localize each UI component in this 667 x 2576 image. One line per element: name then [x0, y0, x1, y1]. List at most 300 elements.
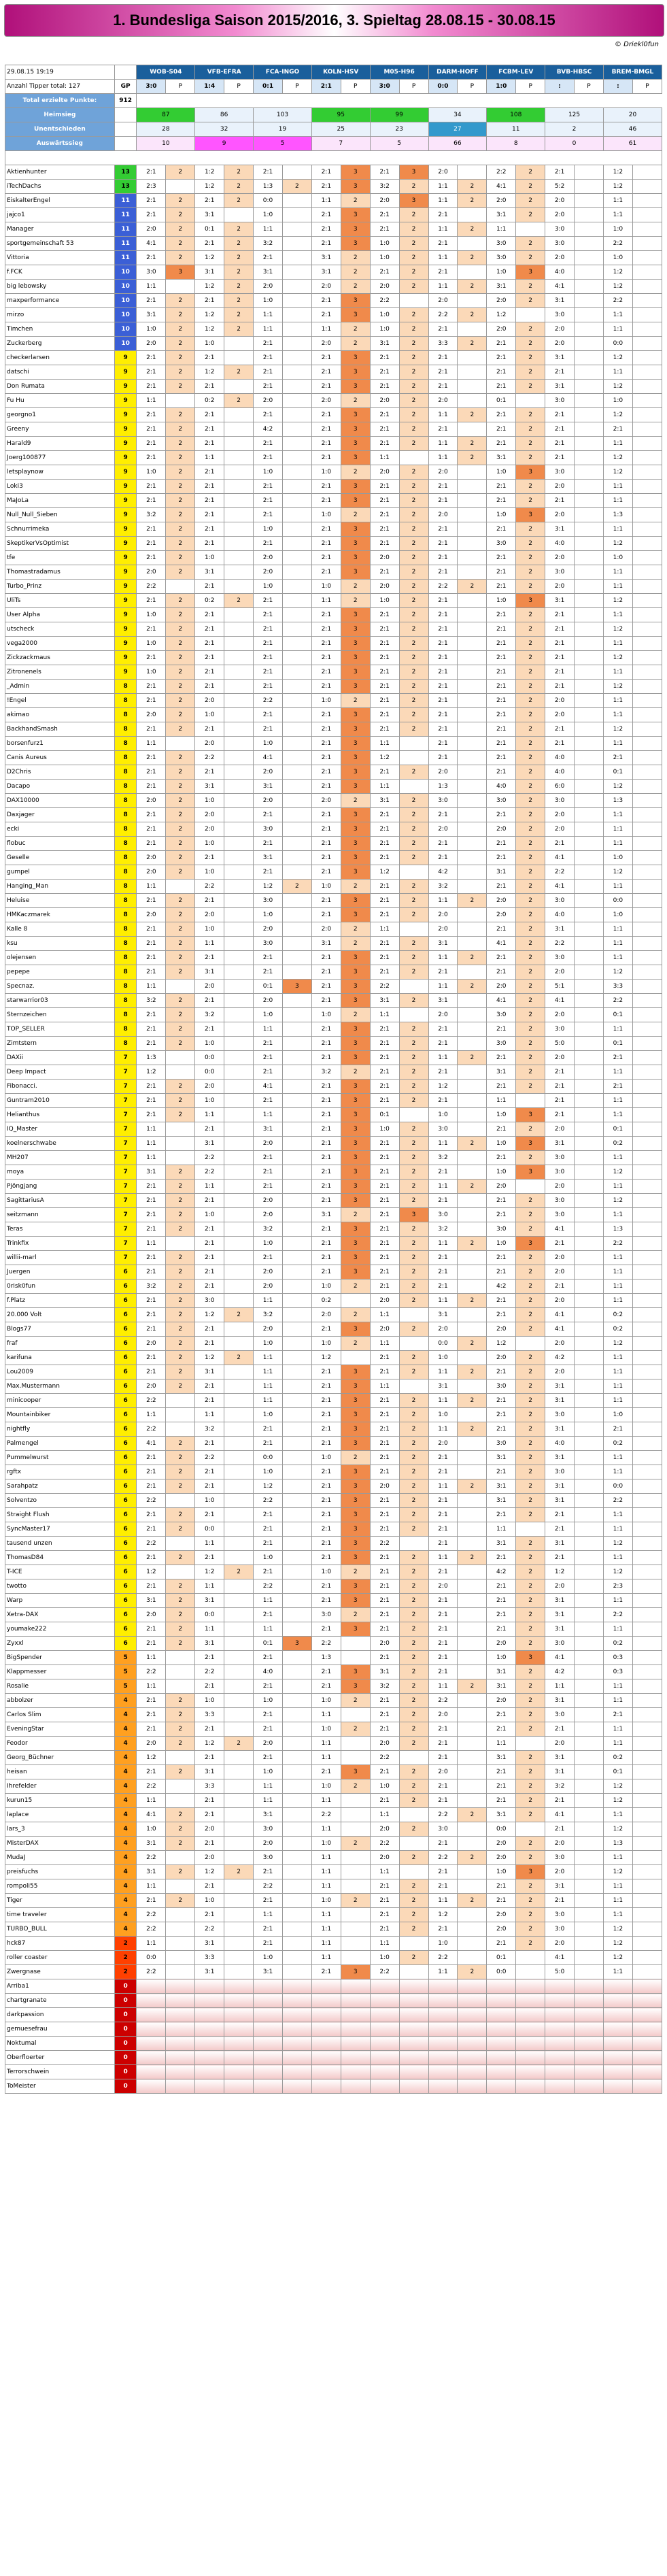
- player-tip: 1:0: [603, 851, 632, 865]
- player-name[interactable]: utscheck: [5, 622, 115, 637]
- player-name[interactable]: ksu: [5, 937, 115, 951]
- player-tip-points: [575, 222, 604, 237]
- player-name[interactable]: Don Rumata: [5, 380, 115, 394]
- player-name[interactable]: datschi: [5, 365, 115, 380]
- player-name[interactable]: maxperformance: [5, 294, 115, 308]
- player-name[interactable]: hck87: [5, 1937, 115, 1951]
- player-tip-points: 2: [341, 1208, 370, 1222]
- player-tip: 2:1: [195, 894, 224, 908]
- player-name[interactable]: time traveler: [5, 1908, 115, 1922]
- player-tip: 2:0: [370, 394, 399, 408]
- player-points: 9: [114, 380, 137, 394]
- player-name[interactable]: Zuckerberg: [5, 337, 115, 351]
- player-name[interactable]: Guntram2010: [5, 1094, 115, 1108]
- player-tip-points: 2: [458, 1808, 487, 1822]
- player-name[interactable]: willii-marl: [5, 1251, 115, 1265]
- player-name[interactable]: rgftx: [5, 1465, 115, 1479]
- player-points: 8: [114, 880, 137, 894]
- player-name[interactable]: Oberfloerter: [5, 2051, 115, 2065]
- player-tip: 2:1: [603, 1080, 632, 1094]
- player-name[interactable]: youmake222: [5, 1622, 115, 1637]
- player-tip-points: [282, 1794, 311, 1808]
- player-tip: 1:2: [311, 1351, 341, 1365]
- player-tip-points: [632, 480, 662, 494]
- player-points: 9: [114, 422, 137, 437]
- player-name[interactable]: BigSpender: [5, 1651, 115, 1665]
- player-tip: 2:1: [545, 1894, 575, 1908]
- player-points: 6: [114, 1622, 137, 1637]
- player-tip-points: 2: [399, 1637, 428, 1651]
- player-tip-points: [632, 1165, 662, 1180]
- player-tip: [370, 2022, 399, 2037]
- player-tip: 4:1: [545, 851, 575, 865]
- player-tip-points: [399, 980, 428, 994]
- player-name[interactable]: Tiger: [5, 1894, 115, 1908]
- player-name[interactable]: Zitronenels: [5, 665, 115, 680]
- player-points: 7: [114, 1051, 137, 1065]
- player-tip-points: [166, 980, 195, 994]
- player-tip: 4:0: [487, 780, 516, 794]
- player-tip: 2:1: [311, 1551, 341, 1565]
- player-name[interactable]: gemuesefrau: [5, 2022, 115, 2037]
- player-name[interactable]: Pjöngjang: [5, 1180, 115, 1194]
- player-tip-points: [282, 1437, 311, 1451]
- player-tip-points: [282, 351, 311, 365]
- player-tip: 2:0: [137, 1337, 166, 1351]
- player-name[interactable]: flobuc: [5, 837, 115, 851]
- meta-datetime: 29.08.15 19:19: [5, 65, 115, 80]
- player-name[interactable]: sportgemeinschaft 53: [5, 237, 115, 251]
- player-name[interactable]: Max.Mustermann: [5, 1379, 115, 1394]
- player-tip: 2:1: [137, 165, 166, 180]
- player-name[interactable]: Trinkfix: [5, 1237, 115, 1251]
- player-tip-points: 2: [166, 1637, 195, 1651]
- player-name[interactable]: vega2000: [5, 637, 115, 651]
- player-tip-points: [399, 1937, 428, 1951]
- player-tip: 1:1: [603, 580, 632, 594]
- player-tip-points: [282, 494, 311, 508]
- player-tip: 2:1: [137, 1080, 166, 1094]
- player-name[interactable]: Solventzo: [5, 1494, 115, 1508]
- player-tip: 1:1: [370, 1865, 399, 1879]
- player-row: [5, 1108, 662, 1122]
- player-name[interactable]: Mountainbiker: [5, 1408, 115, 1422]
- player-name[interactable]: 20.000 Volt: [5, 1308, 115, 1322]
- player-tip-points: [458, 1465, 487, 1479]
- player-name[interactable]: nightfly: [5, 1422, 115, 1437]
- player-name[interactable]: TOP_SELLER: [5, 1022, 115, 1037]
- player-name[interactable]: Warp: [5, 1594, 115, 1608]
- player-tip-points: [458, 1722, 487, 1737]
- player-tip-points: 3: [341, 522, 370, 537]
- player-tip-points: 2: [458, 1965, 487, 1979]
- player-tip-points: [632, 208, 662, 222]
- player-row: [5, 551, 662, 565]
- player-name[interactable]: MH207: [5, 1151, 115, 1165]
- player-name[interactable]: olejensen: [5, 951, 115, 965]
- player-name[interactable]: EveningStar: [5, 1722, 115, 1737]
- player-tip: 0:0: [137, 1951, 166, 1965]
- player-tip: 3:0: [487, 537, 516, 551]
- player-tip-points: [575, 1665, 604, 1679]
- player-tip: 5:0: [545, 1965, 575, 1979]
- player-tip: 1:2: [603, 165, 632, 180]
- player-row: [5, 1094, 662, 1108]
- player-name[interactable]: letsplaynow: [5, 465, 115, 480]
- player-name[interactable]: Null_Null_Sieben: [5, 508, 115, 522]
- points-label: P: [282, 80, 311, 94]
- player-name[interactable]: Thomastradamus: [5, 565, 115, 580]
- player-tip-points: [632, 1608, 662, 1622]
- player-tip: 2:0: [370, 580, 399, 594]
- player-tip-points: [632, 2051, 662, 2065]
- player-name[interactable]: Vittoria: [5, 251, 115, 265]
- player-name[interactable]: Zyxxl: [5, 1637, 115, 1651]
- player-tip-points: 3: [341, 1665, 370, 1679]
- player-name[interactable]: big lebowsky: [5, 280, 115, 294]
- player-tip: 2:1: [311, 208, 341, 222]
- player-tip-points: [282, 1308, 311, 1322]
- player-tip-points: [632, 1851, 662, 1865]
- player-tip: 1:1: [137, 1651, 166, 1665]
- player-name[interactable]: Georg_Büchner: [5, 1751, 115, 1765]
- player-tip-points: [575, 1279, 604, 1294]
- player-tip-points: 2: [341, 265, 370, 280]
- player-tip-points: [282, 1379, 311, 1394]
- player-name[interactable]: Sarahpatz: [5, 1479, 115, 1494]
- player-name[interactable]: abbolzer: [5, 1694, 115, 1708]
- player-tip-points: 2: [166, 1265, 195, 1279]
- player-tip: [137, 2079, 166, 2094]
- player-name[interactable]: ecki: [5, 822, 115, 837]
- player-name[interactable]: Zwergnase: [5, 1965, 115, 1979]
- player-row: [5, 2008, 662, 2022]
- player-tip-points: [166, 2065, 195, 2079]
- player-name[interactable]: Dacapo: [5, 780, 115, 794]
- player-tip: 2:1: [311, 1379, 341, 1394]
- player-name[interactable]: Straight Flush: [5, 1508, 115, 1522]
- player-tip-points: [399, 1808, 428, 1822]
- player-tip: 2:1: [254, 494, 283, 508]
- player-points: 2: [114, 1951, 137, 1965]
- player-tip-points: [632, 1994, 662, 2008]
- player-tip: 2:0: [137, 1608, 166, 1622]
- player-name[interactable]: koelnerschwabe: [5, 1137, 115, 1151]
- player-name[interactable]: Zimtstern: [5, 1037, 115, 1051]
- player-tip-points: 2: [516, 1879, 545, 1894]
- player-name[interactable]: SkeptikerVsOptimist: [5, 537, 115, 551]
- player-tip-points: 2: [166, 865, 195, 880]
- player-tip: 1:0: [603, 1408, 632, 1422]
- player-row: [5, 1922, 662, 1937]
- player-points: 7: [114, 1094, 137, 1108]
- player-points: 9: [114, 594, 137, 608]
- player-tip: 3:1: [195, 1765, 224, 1779]
- player-name[interactable]: Lou2009: [5, 1365, 115, 1379]
- player-tip-points: [575, 737, 604, 751]
- player-points: 9: [114, 494, 137, 508]
- player-tip-points: [282, 537, 311, 551]
- player-tip: 2:2: [137, 1394, 166, 1408]
- player-tip-points: [632, 908, 662, 922]
- player-row: [5, 722, 662, 737]
- player-name[interactable]: Fu Hu: [5, 394, 115, 408]
- player-name[interactable]: seitzmann: [5, 1208, 115, 1222]
- player-name[interactable]: DAXii: [5, 1051, 115, 1065]
- player-tip-points: [282, 922, 311, 937]
- player-points: 6: [114, 1494, 137, 1508]
- player-name[interactable]: Klappmesser: [5, 1665, 115, 1679]
- player-row: [5, 1737, 662, 1751]
- player-name[interactable]: D2Chris: [5, 765, 115, 780]
- player-name[interactable]: _Admin: [5, 680, 115, 694]
- player-name[interactable]: iTechDachs: [5, 180, 115, 194]
- player-name[interactable]: f.FCK: [5, 265, 115, 280]
- player-name[interactable]: rompoli55: [5, 1879, 115, 1894]
- player-name[interactable]: chartgranate: [5, 1994, 115, 2008]
- player-name[interactable]: darkpassion: [5, 2008, 115, 2022]
- player-name[interactable]: Sternzeichen: [5, 1008, 115, 1022]
- player-name[interactable]: Juergen: [5, 1265, 115, 1279]
- player-name[interactable]: preisfuchs: [5, 1865, 115, 1879]
- player-name[interactable]: Helianthus: [5, 1108, 115, 1122]
- player-name[interactable]: Schnurrimeka: [5, 522, 115, 537]
- player-tip-points: [458, 1937, 487, 1951]
- player-tip: 2:1: [428, 837, 458, 851]
- player-name[interactable]: T-ICE: [5, 1565, 115, 1579]
- player-tip-points: 2: [166, 780, 195, 794]
- player-name[interactable]: Rosalie: [5, 1679, 115, 1694]
- player-tip-points: 2: [516, 980, 545, 994]
- player-name[interactable]: Ihrefelder: [5, 1779, 115, 1794]
- player-name[interactable]: Turbo_Prinz: [5, 580, 115, 594]
- player-tip: 1:1: [487, 1737, 516, 1751]
- player-name[interactable]: f.Platz: [5, 1294, 115, 1308]
- player-row: [5, 637, 662, 651]
- player-row: [5, 2051, 662, 2065]
- player-tip: 1:0: [370, 308, 399, 322]
- player-tip: 2:1: [137, 1708, 166, 1722]
- player-name[interactable]: georgno1: [5, 408, 115, 422]
- player-name[interactable]: lars_3: [5, 1822, 115, 1837]
- player-tip-points: 2: [399, 437, 428, 451]
- player-name[interactable]: MaJoLa: [5, 494, 115, 508]
- player-tip: 2:1: [370, 1151, 399, 1165]
- player-tip-points: 3: [341, 1194, 370, 1208]
- player-tip-points: [458, 480, 487, 494]
- player-name[interactable]: kurun15: [5, 1794, 115, 1808]
- player-tip-points: [575, 1265, 604, 1279]
- player-name[interactable]: Geselle: [5, 851, 115, 865]
- player-tip: 1:1: [254, 1594, 283, 1608]
- player-name[interactable]: Greeny: [5, 422, 115, 437]
- player-tip-points: 2: [516, 1779, 545, 1794]
- player-name[interactable]: roller coaster: [5, 1951, 115, 1965]
- player-name[interactable]: Feodor: [5, 1737, 115, 1751]
- player-name[interactable]: UliTs: [5, 594, 115, 608]
- player-tip: 4:1: [487, 994, 516, 1008]
- player-name[interactable]: Deep Impact: [5, 1065, 115, 1080]
- player-tip-points: [575, 1180, 604, 1194]
- player-name[interactable]: SagittariusA: [5, 1194, 115, 1208]
- player-tip: 2:0: [195, 908, 224, 922]
- player-name[interactable]: minicooper: [5, 1394, 115, 1408]
- player-name[interactable]: Carlos Slim: [5, 1708, 115, 1722]
- player-tip-points: [224, 622, 254, 637]
- player-tip-points: [458, 1908, 487, 1922]
- player-name[interactable]: Loki3: [5, 480, 115, 494]
- player-name[interactable]: Teras: [5, 1222, 115, 1237]
- player-name[interactable]: User Alpha: [5, 608, 115, 622]
- player-tip: 2:1: [311, 994, 341, 1008]
- player-name[interactable]: Heluise: [5, 894, 115, 908]
- player-tip: [311, 2079, 341, 2094]
- player-name[interactable]: DAX10000: [5, 794, 115, 808]
- player-name[interactable]: !Engel: [5, 694, 115, 708]
- player-tip-points: [282, 222, 311, 237]
- player-name[interactable]: MisterDAX: [5, 1837, 115, 1851]
- player-name[interactable]: ToMeister: [5, 2079, 115, 2094]
- player-tip-points: 2: [224, 294, 254, 308]
- player-name[interactable]: pepepe: [5, 965, 115, 980]
- player-tip-points: [575, 694, 604, 708]
- player-row: [5, 1194, 662, 1208]
- player-name[interactable]: Fibonacci.: [5, 1080, 115, 1094]
- player-name[interactable]: IQ_Master: [5, 1122, 115, 1137]
- player-tip-points: [458, 208, 487, 222]
- player-name[interactable]: Xetra-DAX: [5, 1608, 115, 1622]
- player-row: [5, 594, 662, 608]
- player-name[interactable]: ThomasD84: [5, 1551, 115, 1565]
- player-name[interactable]: jajco1: [5, 208, 115, 222]
- player-tip: 1:1: [195, 937, 224, 951]
- player-tip: 1:2: [195, 165, 224, 180]
- player-tip: 1:0: [487, 465, 516, 480]
- player-name[interactable]: Canis Aureus: [5, 751, 115, 765]
- player-tip: 1:2: [487, 1337, 516, 1351]
- player-name[interactable]: tfe: [5, 551, 115, 565]
- player-name[interactable]: mirzo: [5, 308, 115, 322]
- player-name[interactable]: moya: [5, 1165, 115, 1180]
- player-name[interactable]: Arriba1: [5, 1979, 115, 1994]
- player-tip-points: [458, 1779, 487, 1794]
- player-tip: 2:1: [311, 522, 341, 537]
- player-tip-points: 2: [166, 537, 195, 551]
- player-name[interactable]: Palmengel: [5, 1437, 115, 1451]
- player-name[interactable]: Noktumal: [5, 2037, 115, 2051]
- player-tip-points: [575, 1465, 604, 1479]
- player-tip: [545, 2008, 575, 2022]
- player-tip-points: [224, 1679, 254, 1694]
- player-tip-points: [575, 408, 604, 422]
- player-tip: 1:2: [603, 1951, 632, 1965]
- player-tip-points: 2: [516, 408, 545, 422]
- player-name[interactable]: akimao: [5, 708, 115, 722]
- player-name[interactable]: Specnaz.: [5, 980, 115, 994]
- player-name[interactable]: Pummelwurst: [5, 1451, 115, 1465]
- player-name[interactable]: Hanging_Man: [5, 880, 115, 894]
- player-tip: 3:1: [545, 1765, 575, 1779]
- player-tip: 2:1: [370, 837, 399, 851]
- player-name[interactable]: twotto: [5, 1579, 115, 1594]
- player-name[interactable]: Aktienhunter: [5, 165, 115, 180]
- player-tip-points: [458, 937, 487, 951]
- player-tip-points: [224, 2065, 254, 2079]
- player-tip: 2:1: [487, 665, 516, 680]
- player-name[interactable]: Terrorschwein: [5, 2065, 115, 2079]
- player-name[interactable]: laplace: [5, 1808, 115, 1822]
- player-tip: 2:1: [311, 1080, 341, 1094]
- player-tip: 1:1: [603, 1894, 632, 1908]
- player-name[interactable]: gumpel: [5, 865, 115, 880]
- player-tip-points: 2: [516, 680, 545, 694]
- player-tip-points: 2: [166, 1180, 195, 1194]
- player-name[interactable]: EiskalterEngel: [5, 194, 115, 208]
- player-name[interactable]: Timchen: [5, 322, 115, 337]
- player-name[interactable]: checkerlarsen: [5, 351, 115, 365]
- player-name[interactable]: Blogs77: [5, 1322, 115, 1337]
- player-tip: 2:1: [195, 1222, 224, 1237]
- player-tip-points: [224, 951, 254, 965]
- player-name[interactable]: Manager: [5, 222, 115, 237]
- player-tip: 2:0: [370, 1851, 399, 1865]
- player-name[interactable]: heisan: [5, 1765, 115, 1779]
- player-name[interactable]: fraf: [5, 1337, 115, 1351]
- player-name[interactable]: borsenfurz1: [5, 737, 115, 751]
- player-tip: 3:1: [545, 1594, 575, 1608]
- player-tip-points: [458, 651, 487, 665]
- player-name[interactable]: 0risk0fun: [5, 1279, 115, 1294]
- player-row: [5, 1765, 662, 1779]
- player-name[interactable]: karifuna: [5, 1351, 115, 1365]
- player-tip: 1:2: [603, 1922, 632, 1937]
- player-tip-points: 2: [399, 565, 428, 580]
- player-tip-points: [575, 437, 604, 451]
- player-tip-points: 2: [166, 365, 195, 380]
- player-tip-points: [575, 1979, 604, 1994]
- player-tip-points: 3: [341, 808, 370, 822]
- player-tip: 2:0: [311, 794, 341, 808]
- player-name[interactable]: tausend unzen: [5, 1537, 115, 1551]
- player-name[interactable]: starwarrior03: [5, 994, 115, 1008]
- player-tip-points: [632, 1465, 662, 1479]
- player-name[interactable]: MudaJ: [5, 1851, 115, 1865]
- player-name[interactable]: HMKaczmarek: [5, 908, 115, 922]
- player-tip-points: [458, 1765, 487, 1779]
- player-name[interactable]: SyncMaster17: [5, 1522, 115, 1537]
- player-name[interactable]: Kalle 8: [5, 922, 115, 937]
- player-tip-points: [282, 265, 311, 280]
- player-tip: 2:0: [428, 294, 458, 308]
- player-tip: 3:1: [487, 1494, 516, 1508]
- player-name[interactable]: Zickzackmaus: [5, 651, 115, 665]
- player-name[interactable]: BackhandSmash: [5, 722, 115, 737]
- player-tip: 1:1: [137, 1408, 166, 1422]
- player-tip-points: [575, 1737, 604, 1751]
- player-tip: 2:1: [137, 1265, 166, 1279]
- player-tip: 3:0: [545, 1208, 575, 1222]
- player-tip: [428, 1979, 458, 1994]
- player-name[interactable]: Joerg100877: [5, 451, 115, 465]
- player-tip-points: 2: [166, 1308, 195, 1322]
- player-name[interactable]: TURBO_BULL: [5, 1922, 115, 1937]
- player-name[interactable]: Harald9: [5, 437, 115, 451]
- player-tip-points: [632, 522, 662, 537]
- player-tip: [428, 2022, 458, 2037]
- player-name[interactable]: Daxjager: [5, 808, 115, 822]
- player-tip: 2:1: [370, 665, 399, 680]
- player-tip: 2:1: [195, 1508, 224, 1522]
